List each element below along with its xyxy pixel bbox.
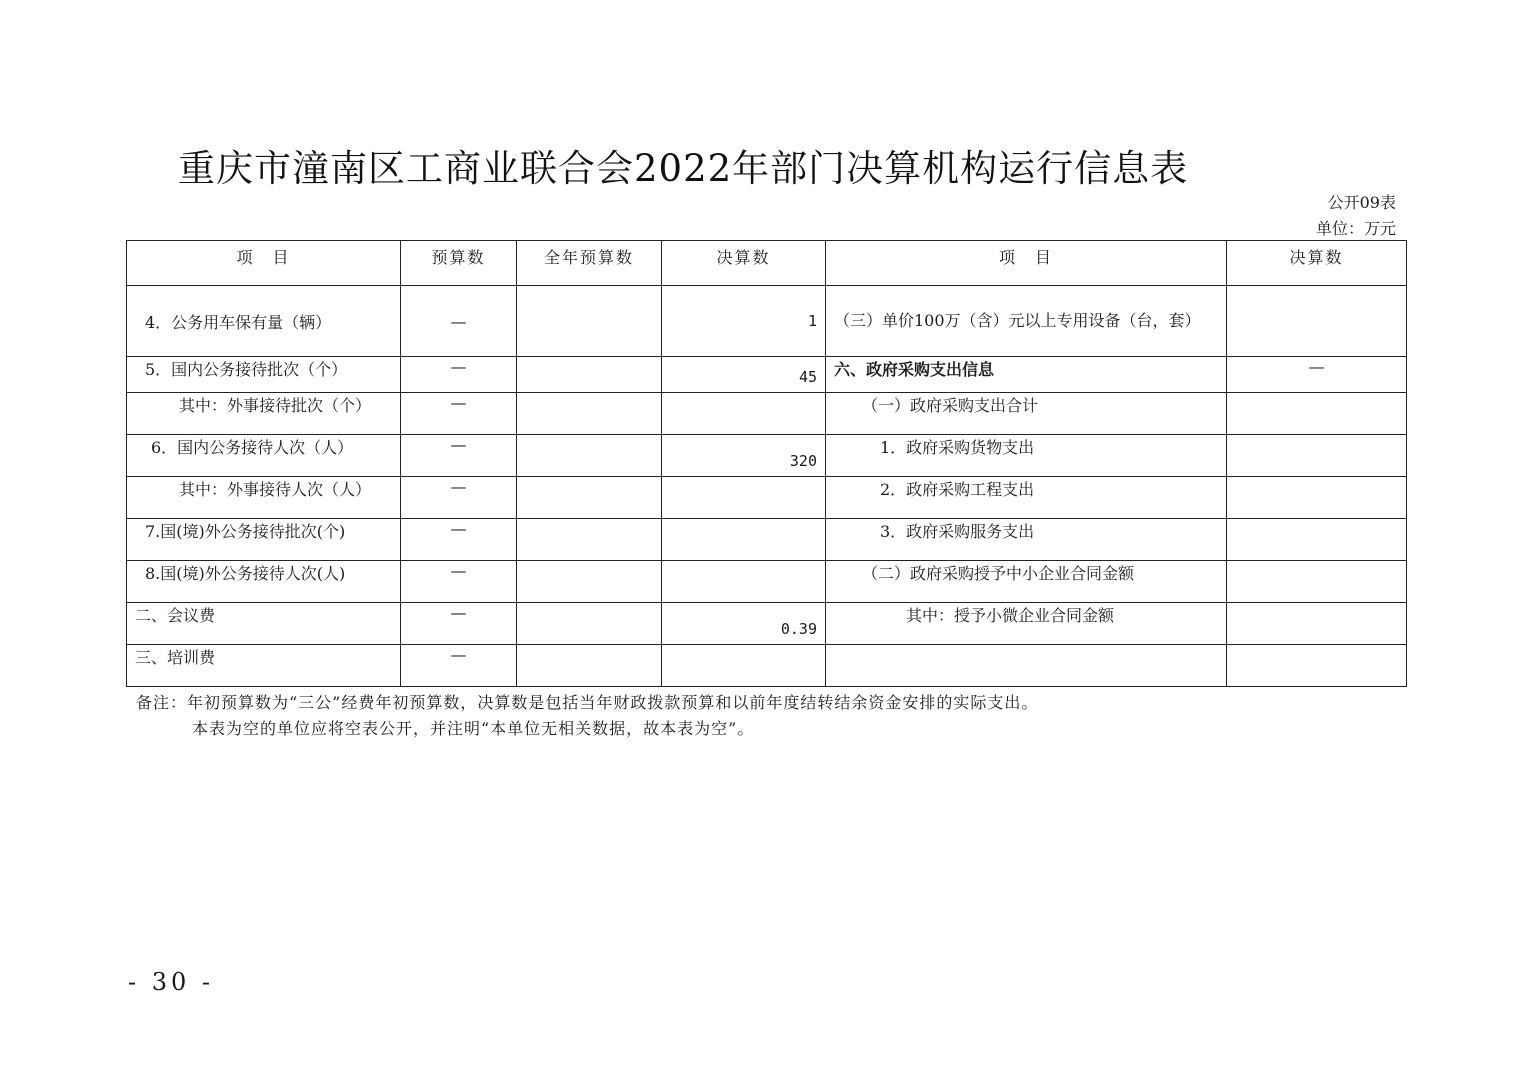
page-title: 重庆市潼南区工商业联合会2022年部门决算机构运行信息表 (178, 147, 1189, 190)
table-row (127, 603, 1407, 645)
row-annual (517, 561, 662, 603)
row-final (662, 477, 826, 519)
notes (136, 690, 1038, 742)
row-item: 6．国内公务接待人次（人） (127, 435, 401, 477)
row-item: 7.国(境)外公务接待批次(个) (127, 519, 401, 561)
row-budget: — (401, 435, 517, 477)
row-right-final: — (1227, 357, 1407, 393)
note-line-1: 备注：年初预算数为“三公”经费年初预算数，决算数是包括当年财政拨款预算和以前年度结转结余资金安排的实际支出。 (136, 693, 1039, 712)
row-annual (517, 519, 662, 561)
row-right-final (1227, 561, 1407, 603)
row-right-final (1227, 645, 1407, 687)
header-final: 决算数 (662, 241, 826, 286)
row-final: 0.39 (662, 603, 826, 645)
table-row (127, 561, 1407, 603)
header-final-right: 决算数 (1227, 241, 1407, 286)
form-number: 公开09表 (1327, 193, 1396, 212)
row-annual (517, 477, 662, 519)
row-budget: — (401, 519, 517, 561)
row-annual (517, 393, 662, 435)
row-budget: — (401, 357, 517, 393)
row-item: 5．国内公务接待批次（个） (127, 357, 401, 393)
table-row (127, 645, 1407, 687)
row-budget: — (401, 645, 517, 687)
row-right-item: 1．政府采购货物支出 (826, 435, 1227, 477)
row-final (662, 645, 826, 687)
header-budget: 预算数 (401, 241, 517, 286)
note-line-2: 本表为空的单位应将空表公开，并注明“本单位无相关数据，故本表为空”。 (192, 719, 755, 738)
unit-label: 单位：万元 (1315, 219, 1396, 238)
row-final: 1 (662, 286, 826, 357)
row-annual (517, 645, 662, 687)
row-final (662, 519, 826, 561)
row-right-item: 六、政府采购支出信息 (826, 357, 1227, 393)
table-row (127, 435, 1407, 477)
row-right-final (1227, 603, 1407, 645)
row-item: 其中：外事接待批次（个） (127, 393, 401, 435)
row-annual (517, 603, 662, 645)
row-item: 4．公务用车保有量（辆） (127, 286, 401, 357)
row-budget: — (401, 477, 517, 519)
row-annual (517, 435, 662, 477)
table-row (127, 519, 1407, 561)
row-right-final (1227, 435, 1407, 477)
row-right-item: 2．政府采购工程支出 (826, 477, 1227, 519)
header-item-left: 项 目 (127, 241, 401, 286)
row-budget: — (401, 603, 517, 645)
table-row (127, 357, 1407, 393)
row-annual (517, 286, 662, 357)
row-right-final (1227, 393, 1407, 435)
row-final (662, 393, 826, 435)
row-right-final (1227, 477, 1407, 519)
row-right-final (1227, 286, 1407, 357)
row-item: 8.国(境)外公务接待人次(人) (127, 561, 401, 603)
info-table (126, 240, 1407, 687)
row-budget: — (401, 286, 517, 357)
row-budget: — (401, 561, 517, 603)
table-header-row (127, 241, 1407, 286)
row-item: 二、会议费 (127, 603, 401, 645)
row-right-final (1227, 519, 1407, 561)
row-right-item: 其中：授予小微企业合同金额 (826, 603, 1227, 645)
row-item: 三、培训费 (127, 645, 401, 687)
row-final: 320 (662, 435, 826, 477)
row-final: 45 (662, 357, 826, 393)
row-right-item: （二）政府采购授予中小企业合同金额 (826, 561, 1227, 603)
row-right-item (826, 645, 1227, 687)
row-right-item: （三）单价100万（含）元以上专用设备（台，套） (826, 286, 1227, 357)
header-annual-budget: 全年预算数 (517, 241, 662, 286)
table-row (127, 477, 1407, 519)
header-item-right: 项 目 (826, 241, 1227, 286)
row-right-item: 3．政府采购服务支出 (826, 519, 1227, 561)
row-annual (517, 357, 662, 393)
row-final (662, 561, 826, 603)
row-item: 其中：外事接待人次（人） (127, 477, 401, 519)
table-row (127, 286, 1407, 357)
page-number: - 30 - (128, 968, 215, 996)
table-row (127, 393, 1407, 435)
row-right-item: （一）政府采购支出合计 (826, 393, 1227, 435)
row-budget: — (401, 393, 517, 435)
